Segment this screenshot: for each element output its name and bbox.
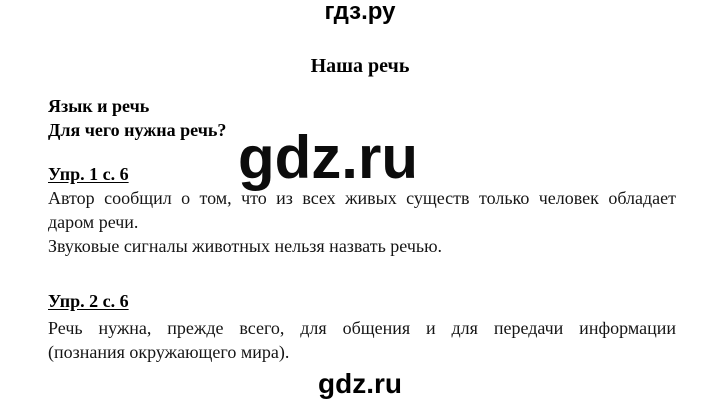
site-logo-top: гдз.ру xyxy=(324,0,396,25)
exercise-1-text-line-1: Автор сообщил о том, что из всех живых существ только человек обладает xyxy=(48,188,676,208)
exercise-1-label: Упр. 1 с. 6 xyxy=(48,164,129,184)
exercise-2-text-line-2: (познания окружающего мира). xyxy=(48,342,290,362)
exercise-2-answer xyxy=(48,316,676,364)
site-logo-bottom: gdz.ru xyxy=(318,368,402,399)
exercise-1-text-line-3: Звуковые сигналы животных нельзя назвать речью. xyxy=(48,236,443,256)
heading-line-1: Язык и речь xyxy=(48,96,150,116)
section-headings xyxy=(48,94,226,142)
gdz-watermark: gdz.ru xyxy=(238,124,418,191)
exercise-1-answer xyxy=(48,186,676,258)
heading-line-2: Для чего нужна речь? xyxy=(48,120,227,140)
exercise-2-label: Упр. 2 с. 6 xyxy=(48,291,129,311)
page-title: Наша речь xyxy=(310,55,410,77)
exercise-2-text-line-1: Речь нужна, прежде всего, для общения и для передачи информации xyxy=(48,318,676,338)
exercise-1-text-line-2: даром речи. xyxy=(48,212,139,232)
